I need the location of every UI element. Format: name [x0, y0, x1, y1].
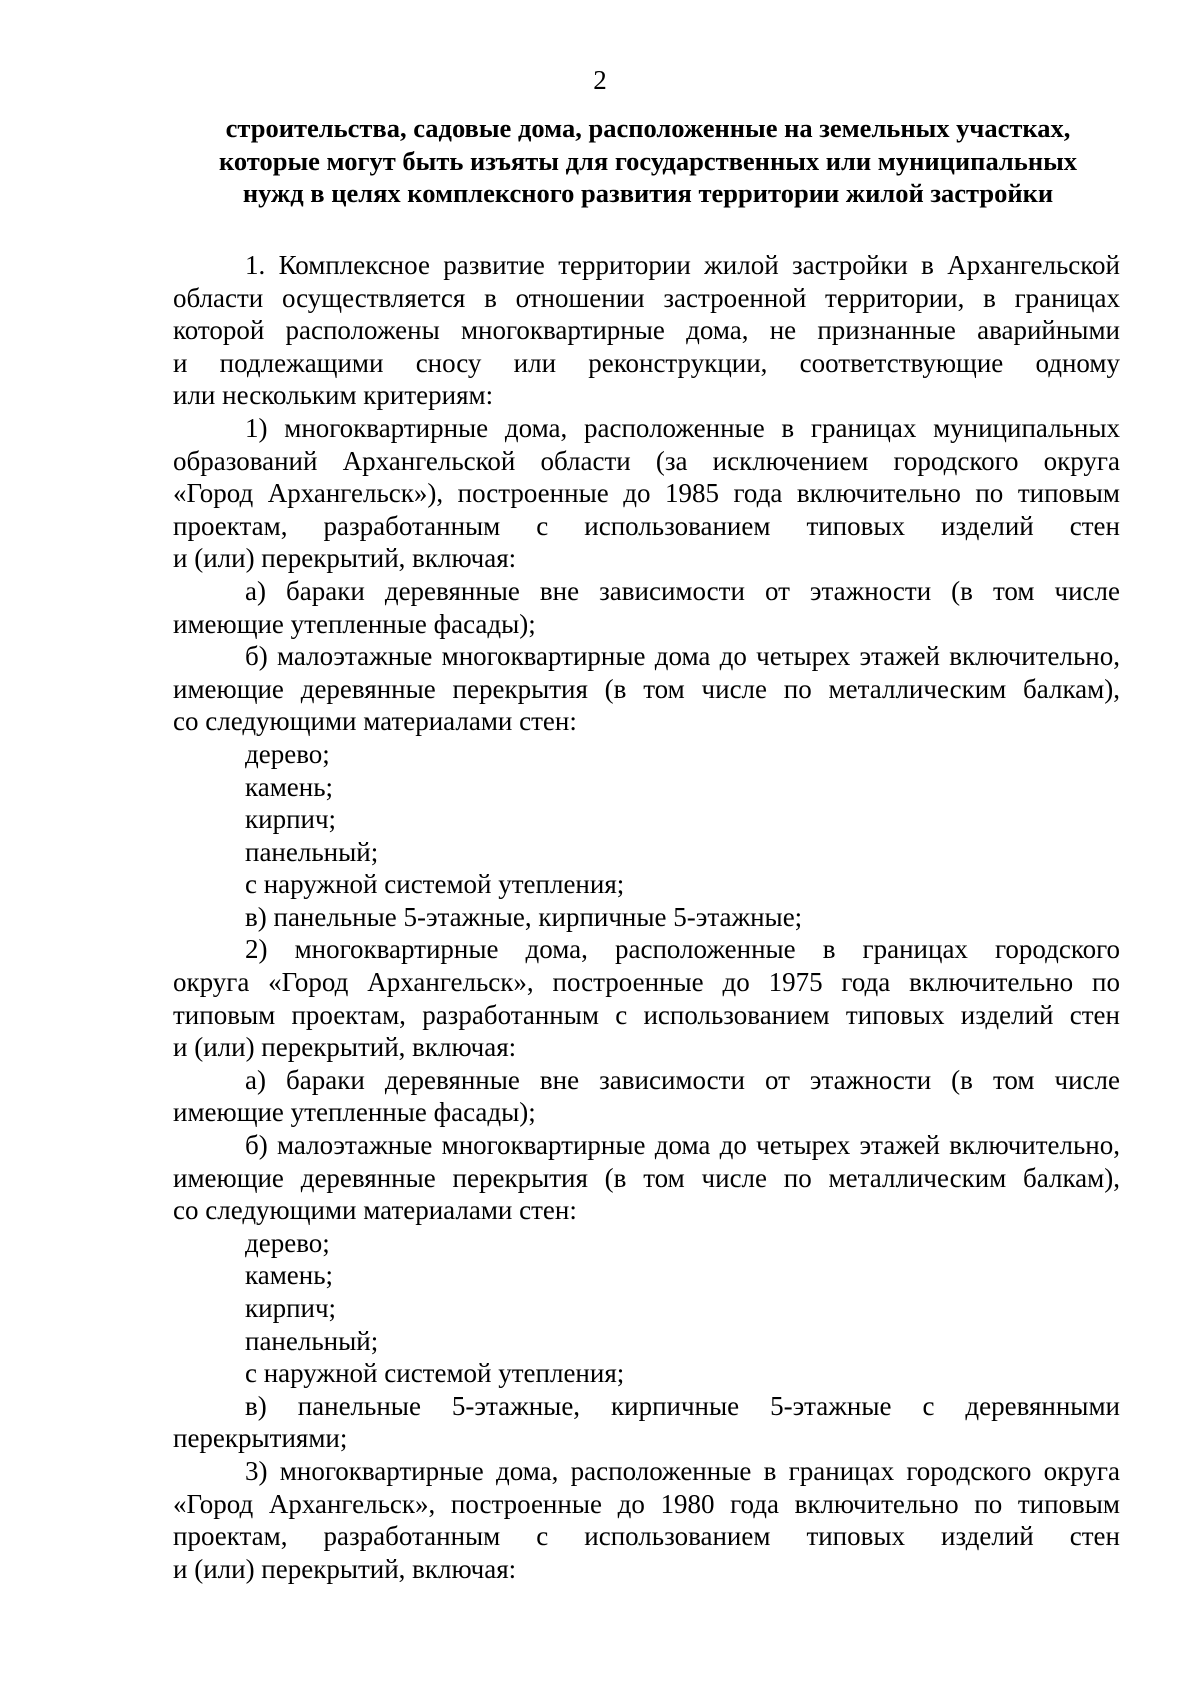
- paragraph-line: б) малоэтажные многоквартирные дома до четырех этажей включительно,: [245, 1130, 1120, 1161]
- paragraph-line: дерево;: [245, 738, 330, 769]
- paragraph-line: образований Архангельской области (за исключением городского округа: [173, 445, 1120, 476]
- paragraph-line: и (или) перекрытий, включая:: [173, 543, 517, 574]
- paragraph-line: дерево;: [245, 1227, 330, 1258]
- paragraph: [173, 1129, 1120, 1227]
- paragraph-line: 2) многоквартирные дома, расположенные в границах городского: [245, 934, 1120, 965]
- document-body: [173, 249, 1120, 1585]
- paragraph: [173, 640, 1120, 738]
- paragraph: [173, 901, 1120, 934]
- paragraph: [173, 933, 1120, 1063]
- paragraph-line: панельный;: [245, 1325, 379, 1356]
- paragraph: [173, 1227, 1120, 1260]
- paragraph-line: имеющие деревянные перекрытия (в том числе по металлическим балкам),: [173, 1162, 1120, 1193]
- paragraph: [173, 803, 1120, 836]
- paragraph-line: и (или) перекрытий, включая:: [173, 1553, 517, 1584]
- paragraph-line: или нескольким критериям:: [173, 380, 494, 411]
- paragraph-line: с наружной системой утепления;: [245, 869, 625, 900]
- paragraph: [173, 575, 1120, 640]
- paragraph: [173, 249, 1120, 412]
- paragraph-line: имеющие утепленные фасады);: [173, 1097, 536, 1128]
- paragraph-line: которой расположены многоквартирные дома, не признанные аварийными: [173, 315, 1120, 346]
- paragraph-line: имеющие деревянные перекрытия (в том числе по металлическим балкам),: [173, 673, 1120, 704]
- paragraph-line: камень;: [245, 1260, 334, 1291]
- paragraph: [173, 1064, 1120, 1129]
- paragraph-line: перекрытиями;: [173, 1423, 348, 1454]
- paragraph-line: а) бараки деревянные вне зависимости от этажности (в том числе: [245, 1064, 1120, 1095]
- paragraph: [173, 1390, 1120, 1455]
- paragraph: [173, 738, 1120, 771]
- paragraph-line: кирпич;: [245, 1293, 337, 1323]
- paragraph: [173, 868, 1120, 901]
- paragraph-line: с наружной системой утепления;: [245, 1358, 625, 1389]
- paragraph-line: проектам, разработанным с использованием типовых изделий стен: [173, 1521, 1120, 1552]
- paragraph: [173, 412, 1120, 575]
- heading-line: которые могут быть изъяты для государственных или муниципальных: [218, 145, 1078, 176]
- heading-line: строительства, садовые дома, расположенные на земельных участках,: [225, 113, 1071, 143]
- paragraph-line: 1. Комплексное развитие территории жилой застройки в Архангельской: [245, 250, 1120, 280]
- heading-line: нужд в целях комплексного развития территории жилой застройки: [242, 178, 1054, 208]
- paragraph: [173, 1292, 1120, 1325]
- section-heading: [168, 112, 1128, 210]
- paragraph-line: имеющие утепленные фасады);: [173, 608, 536, 639]
- paragraph: [173, 771, 1120, 804]
- paragraph-line: со следующими материалами стен:: [173, 1195, 577, 1226]
- paragraph-line: «Город Архангельск», построенные до 1980 года включительно по типовым: [173, 1488, 1120, 1519]
- paragraph-line: округа «Город Архангельск», построенные до 1975 года включительно по: [173, 967, 1120, 998]
- paragraph-line: б) малоэтажные многоквартирные дома до четырех этажей включительно,: [245, 641, 1120, 672]
- paragraph: [173, 836, 1120, 869]
- paragraph: [173, 1259, 1120, 1292]
- paragraph-line: в) панельные 5-этажные, кирпичные 5-этажные;: [245, 901, 803, 932]
- page-number: 2: [593, 65, 607, 95]
- paragraph: [173, 1357, 1120, 1390]
- paragraph-line: камень;: [245, 771, 334, 802]
- paragraph-line: 1) многоквартирные дома, расположенные в границах муниципальных: [245, 412, 1120, 443]
- paragraph-line: со следующими материалами стен:: [173, 706, 577, 737]
- paragraph-line: типовым проектам, разработанным с использованием типовых изделий стен: [173, 999, 1120, 1030]
- paragraph: [173, 1325, 1120, 1358]
- paragraph-line: проектам, разработанным с использованием типовых изделий стен: [173, 510, 1120, 541]
- paragraph-line: в) панельные 5-этажные, кирпичные 5-этажные с деревянными: [245, 1390, 1120, 1421]
- paragraph-line: панельный;: [245, 836, 379, 867]
- paragraph-line: и подлежащими сносу или реконструкции, соответствующие одному: [173, 347, 1120, 378]
- paragraph-line: а) бараки деревянные вне зависимости от этажности (в том числе: [245, 575, 1120, 606]
- paragraph-line: и (или) перекрытий, включая:: [173, 1032, 517, 1063]
- paragraph-line: «Город Архангельск»), построенные до 1985 года включительно по типовым: [173, 478, 1120, 509]
- paragraph-line: 3) многоквартирные дома, расположенные в границах городского округа: [245, 1455, 1120, 1486]
- paragraph-line: области осуществляется в отношении застроенной территории, в границах: [173, 282, 1120, 313]
- paragraph-line: кирпич;: [245, 804, 337, 835]
- paragraph: [173, 1455, 1120, 1585]
